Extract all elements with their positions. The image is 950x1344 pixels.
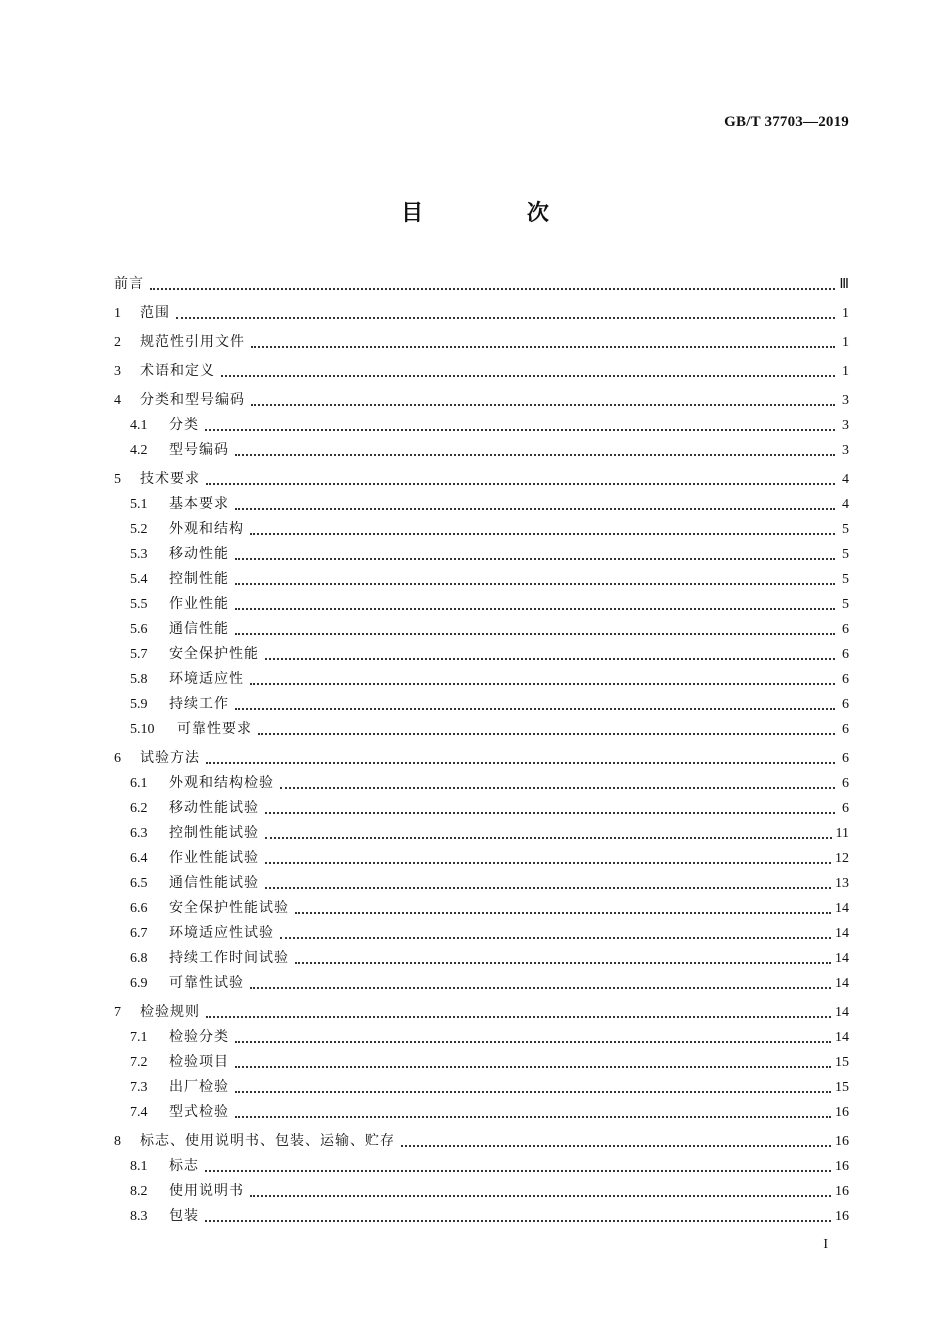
toc-entry-label: 标志、使用说明书、包装、运输、贮存 [140,1133,395,1149]
toc-entry-number: 6.4 [130,851,148,866]
toc-entry-number: 8.2 [130,1184,148,1199]
toc-entry-page: 6 [842,722,849,737]
toc-dot-leader [235,492,835,517]
toc-entry-page: 14 [835,1005,849,1020]
toc-entry-label: 规范性引用文件 [140,334,245,350]
toc-dot-leader [235,1075,831,1100]
toc-section-entry[interactable] [114,413,849,438]
toc-section-entry[interactable] [114,517,849,542]
toc-entry-label: 移动性能试验 [169,800,259,816]
toc-section-entry[interactable] [114,1025,849,1050]
toc-section-entry[interactable] [114,846,849,871]
toc-entry-number: 6.8 [130,951,148,966]
toc-entry-page: 13 [835,876,849,891]
toc-entry-label: 控制性能试验 [169,825,259,841]
toc-entry-number: 8 [114,1134,121,1149]
toc-dot-leader [206,746,835,771]
toc-entry-number: 6 [114,751,121,766]
toc-section-entry[interactable] [114,438,849,463]
toc-entry-number: 5.7 [130,647,148,662]
toc-entry-page: 6 [842,672,849,687]
toc-dot-leader [176,301,835,326]
toc-entry-page: 4 [842,472,849,487]
toc-section-entry[interactable] [114,492,849,517]
toc-entry-label: 范围 [140,305,170,321]
toc-entry-number: 8.1 [130,1159,148,1174]
toc-chapter-entry[interactable] [114,388,849,413]
toc-entry-number: 1 [114,306,121,321]
toc-entry-label: 控制性能 [169,571,229,587]
toc-dot-leader [206,467,835,492]
toc-title: 目 次 [401,201,597,226]
toc-section-entry[interactable] [114,871,849,896]
toc-dot-leader [221,359,835,384]
toc-entry-label: 移动性能 [169,546,229,562]
toc-entry-label: 型号编码 [169,442,229,458]
toc-entry-page: 16 [835,1105,849,1120]
toc-dot-leader [235,1100,831,1125]
toc-entry-page: 6 [842,647,849,662]
toc-entry-page: 14 [835,926,849,941]
toc-section-entry[interactable] [114,1075,849,1100]
toc-section-entry[interactable] [114,921,849,946]
toc-dot-leader [265,796,835,821]
toc-chapter-entry[interactable] [114,330,849,355]
toc-entry-number: 5.6 [130,622,148,637]
toc-chapter-entry[interactable] [114,467,849,492]
toc-dot-leader [280,771,835,796]
toc-section-entry[interactable] [114,946,849,971]
toc-entry-page: 6 [842,751,849,766]
toc-entry-number: 7.1 [130,1030,148,1045]
toc-section-entry[interactable] [114,592,849,617]
toc-entry-page: 5 [842,597,849,612]
toc-entry-label: 持续工作 [169,696,229,712]
toc-section-entry[interactable] [114,896,849,921]
toc-dot-leader [295,946,831,971]
toc-entry-label: 检验项目 [169,1054,229,1070]
toc-entry-number: 4.2 [130,443,148,458]
toc-entry-label: 可靠性试验 [169,975,244,991]
toc-entry-number: 5.4 [130,572,148,587]
toc-entry-page: 3 [842,418,849,433]
toc-entry-page: 6 [842,622,849,637]
toc-entry-label: 检验分类 [169,1029,229,1045]
toc-entry-page: 3 [842,443,849,458]
toc-entry-page: 5 [842,522,849,537]
toc-chapter-entry[interactable] [114,1129,849,1154]
toc-section-entry[interactable] [114,667,849,692]
toc-dot-leader [251,388,835,413]
toc-dot-leader [150,272,835,297]
toc-entry-number: 5.10 [130,722,155,737]
toc-entry-page: 1 [842,364,849,379]
toc-entry-page: 14 [835,901,849,916]
toc-dot-leader [265,821,832,846]
toc-entry-page: 6 [842,776,849,791]
toc-dot-leader [258,717,835,742]
toc-dot-leader [265,871,831,896]
toc-section-entry[interactable] [114,971,849,996]
toc-entry-number: 7.2 [130,1055,148,1070]
toc-dot-leader [235,1050,831,1075]
footer-page-number: I [823,1237,828,1252]
toc-entry-number: 6.6 [130,901,148,916]
toc-entry-number: 6.3 [130,826,148,841]
toc-entry-page: 16 [835,1209,849,1224]
toc-dot-leader [205,413,835,438]
toc-entry-page: 16 [835,1159,849,1174]
toc-section-entry[interactable] [114,617,849,642]
toc-chapter-entry[interactable] [114,301,849,326]
toc-section-entry[interactable] [114,1204,849,1229]
toc-chapter-entry[interactable] [114,359,849,384]
toc-dot-leader [280,921,831,946]
toc-entry-label: 可靠性要求 [177,721,252,737]
toc-entry-page: 1 [842,335,849,350]
toc-entry-number: 7 [114,1005,121,1020]
toc-entry-number: 7.4 [130,1105,148,1120]
toc-dot-leader [250,971,831,996]
toc-entry-page: 1 [842,306,849,321]
toc-dot-leader [265,642,835,667]
standard-code: GB/T 37703—2019 [724,114,849,130]
toc-entry-page: 5 [842,547,849,562]
toc-entry-number: 3 [114,364,121,379]
toc-dot-leader [265,846,831,871]
toc-entry-page: 5 [842,572,849,587]
toc-entry-page: 11 [835,826,849,841]
toc-entry-page: 16 [835,1184,849,1199]
toc-dot-leader [251,330,835,355]
toc-dot-leader [250,1179,831,1204]
toc-dot-leader [401,1129,831,1154]
toc-dot-leader [235,567,835,592]
toc-dot-leader [235,438,835,463]
toc-entry-label: 环境适应性试验 [169,925,274,941]
toc-entry-number: 5 [114,472,121,487]
toc-section-entry[interactable] [114,1179,849,1204]
toc-entry-label: 安全保护性能试验 [169,900,289,916]
toc-chapter-entry[interactable] [114,746,849,771]
toc-section-entry[interactable] [114,542,849,567]
toc-dot-leader [235,542,835,567]
table-of-contents [114,272,849,1229]
toc-entry-page: 14 [835,976,849,991]
toc-entry-number: 5.3 [130,547,148,562]
toc-dot-leader [295,896,831,921]
toc-entry-label: 外观和结构检验 [169,775,274,791]
toc-entry-label: 前言 [114,276,144,292]
toc-entry-number: 2 [114,335,121,350]
toc-entry-label: 持续工作时间试验 [169,950,289,966]
toc-entry-label: 使用说明书 [169,1183,244,1199]
toc-section-entry[interactable] [114,717,849,742]
toc-dot-leader [205,1204,831,1229]
toc-entry-number: 5.2 [130,522,148,537]
toc-entry-number: 4.1 [130,418,148,433]
toc-entry-number: 5.1 [130,497,148,512]
toc-entry-label: 术语和定义 [140,363,215,379]
toc-entry-label: 标志 [169,1158,199,1174]
toc-dot-leader [205,1154,831,1179]
toc-entry-label: 试验方法 [140,750,200,766]
toc-section-entry[interactable] [114,642,849,667]
toc-entry-label: 分类 [169,417,199,433]
toc-entry-number: 4 [114,393,121,408]
toc-entry-label: 安全保护性能 [169,646,259,662]
toc-entry-page: 14 [835,1030,849,1045]
toc-entry-label: 环境适应性 [169,671,244,687]
toc-entry-page: 6 [842,801,849,816]
toc-entry-label: 技术要求 [140,471,200,487]
toc-dot-leader [235,592,835,617]
toc-entry-label: 通信性能试验 [169,875,259,891]
toc-section-entry[interactable] [114,1100,849,1125]
toc-dot-leader [235,617,835,642]
toc-section-entry[interactable] [114,796,849,821]
toc-section-entry[interactable] [114,1050,849,1075]
toc-entry-label: 作业性能 [169,596,229,612]
toc-section-entry[interactable] [114,771,849,796]
toc-entry-label: 基本要求 [169,496,229,512]
toc-entry-number: 5.5 [130,597,148,612]
toc-entry-number: 6.5 [130,876,148,891]
toc-entry-label: 检验规则 [140,1004,200,1020]
toc-entry-number: 8.3 [130,1209,148,1224]
toc-entry-number: 5.9 [130,697,148,712]
toc-entry-number: 6.7 [130,926,148,941]
toc-entry-label: 外观和结构 [169,521,244,537]
toc-dot-leader [250,517,835,542]
toc-chapter-entry[interactable] [114,1000,849,1025]
toc-entry-label: 通信性能 [169,621,229,637]
toc-section-entry[interactable] [114,692,849,717]
toc-entry-label: 包装 [169,1208,199,1224]
toc-section-entry[interactable] [114,821,849,846]
toc-entry-number: 6.2 [130,801,148,816]
toc-entry-page: 6 [842,697,849,712]
toc-entry-page: Ⅲ [839,277,849,292]
toc-entry-label: 分类和型号编码 [140,392,245,408]
toc-entry-number: 7.3 [130,1080,148,1095]
toc-entry-page: 4 [842,497,849,512]
toc-entry-label: 型式检验 [169,1104,229,1120]
toc-entry-page: 15 [835,1080,849,1095]
toc-dot-leader [235,1025,831,1050]
toc-chapter-entry[interactable] [114,272,849,297]
toc-entry-page: 14 [835,951,849,966]
toc-entry-label: 出厂检验 [169,1079,229,1095]
toc-entry-page: 15 [835,1055,849,1070]
toc-dot-leader [235,692,835,717]
toc-entry-label: 作业性能试验 [169,850,259,866]
toc-entry-number: 6.1 [130,776,148,791]
toc-entry-number: 5.8 [130,672,148,687]
toc-entry-page: 3 [842,393,849,408]
toc-entry-number: 6.9 [130,976,148,991]
toc-entry-page: 16 [835,1134,849,1149]
toc-entry-page: 12 [835,851,849,866]
toc-dot-leader [206,1000,831,1025]
toc-section-entry[interactable] [114,567,849,592]
toc-section-entry[interactable] [114,1154,849,1179]
toc-dot-leader [250,667,835,692]
